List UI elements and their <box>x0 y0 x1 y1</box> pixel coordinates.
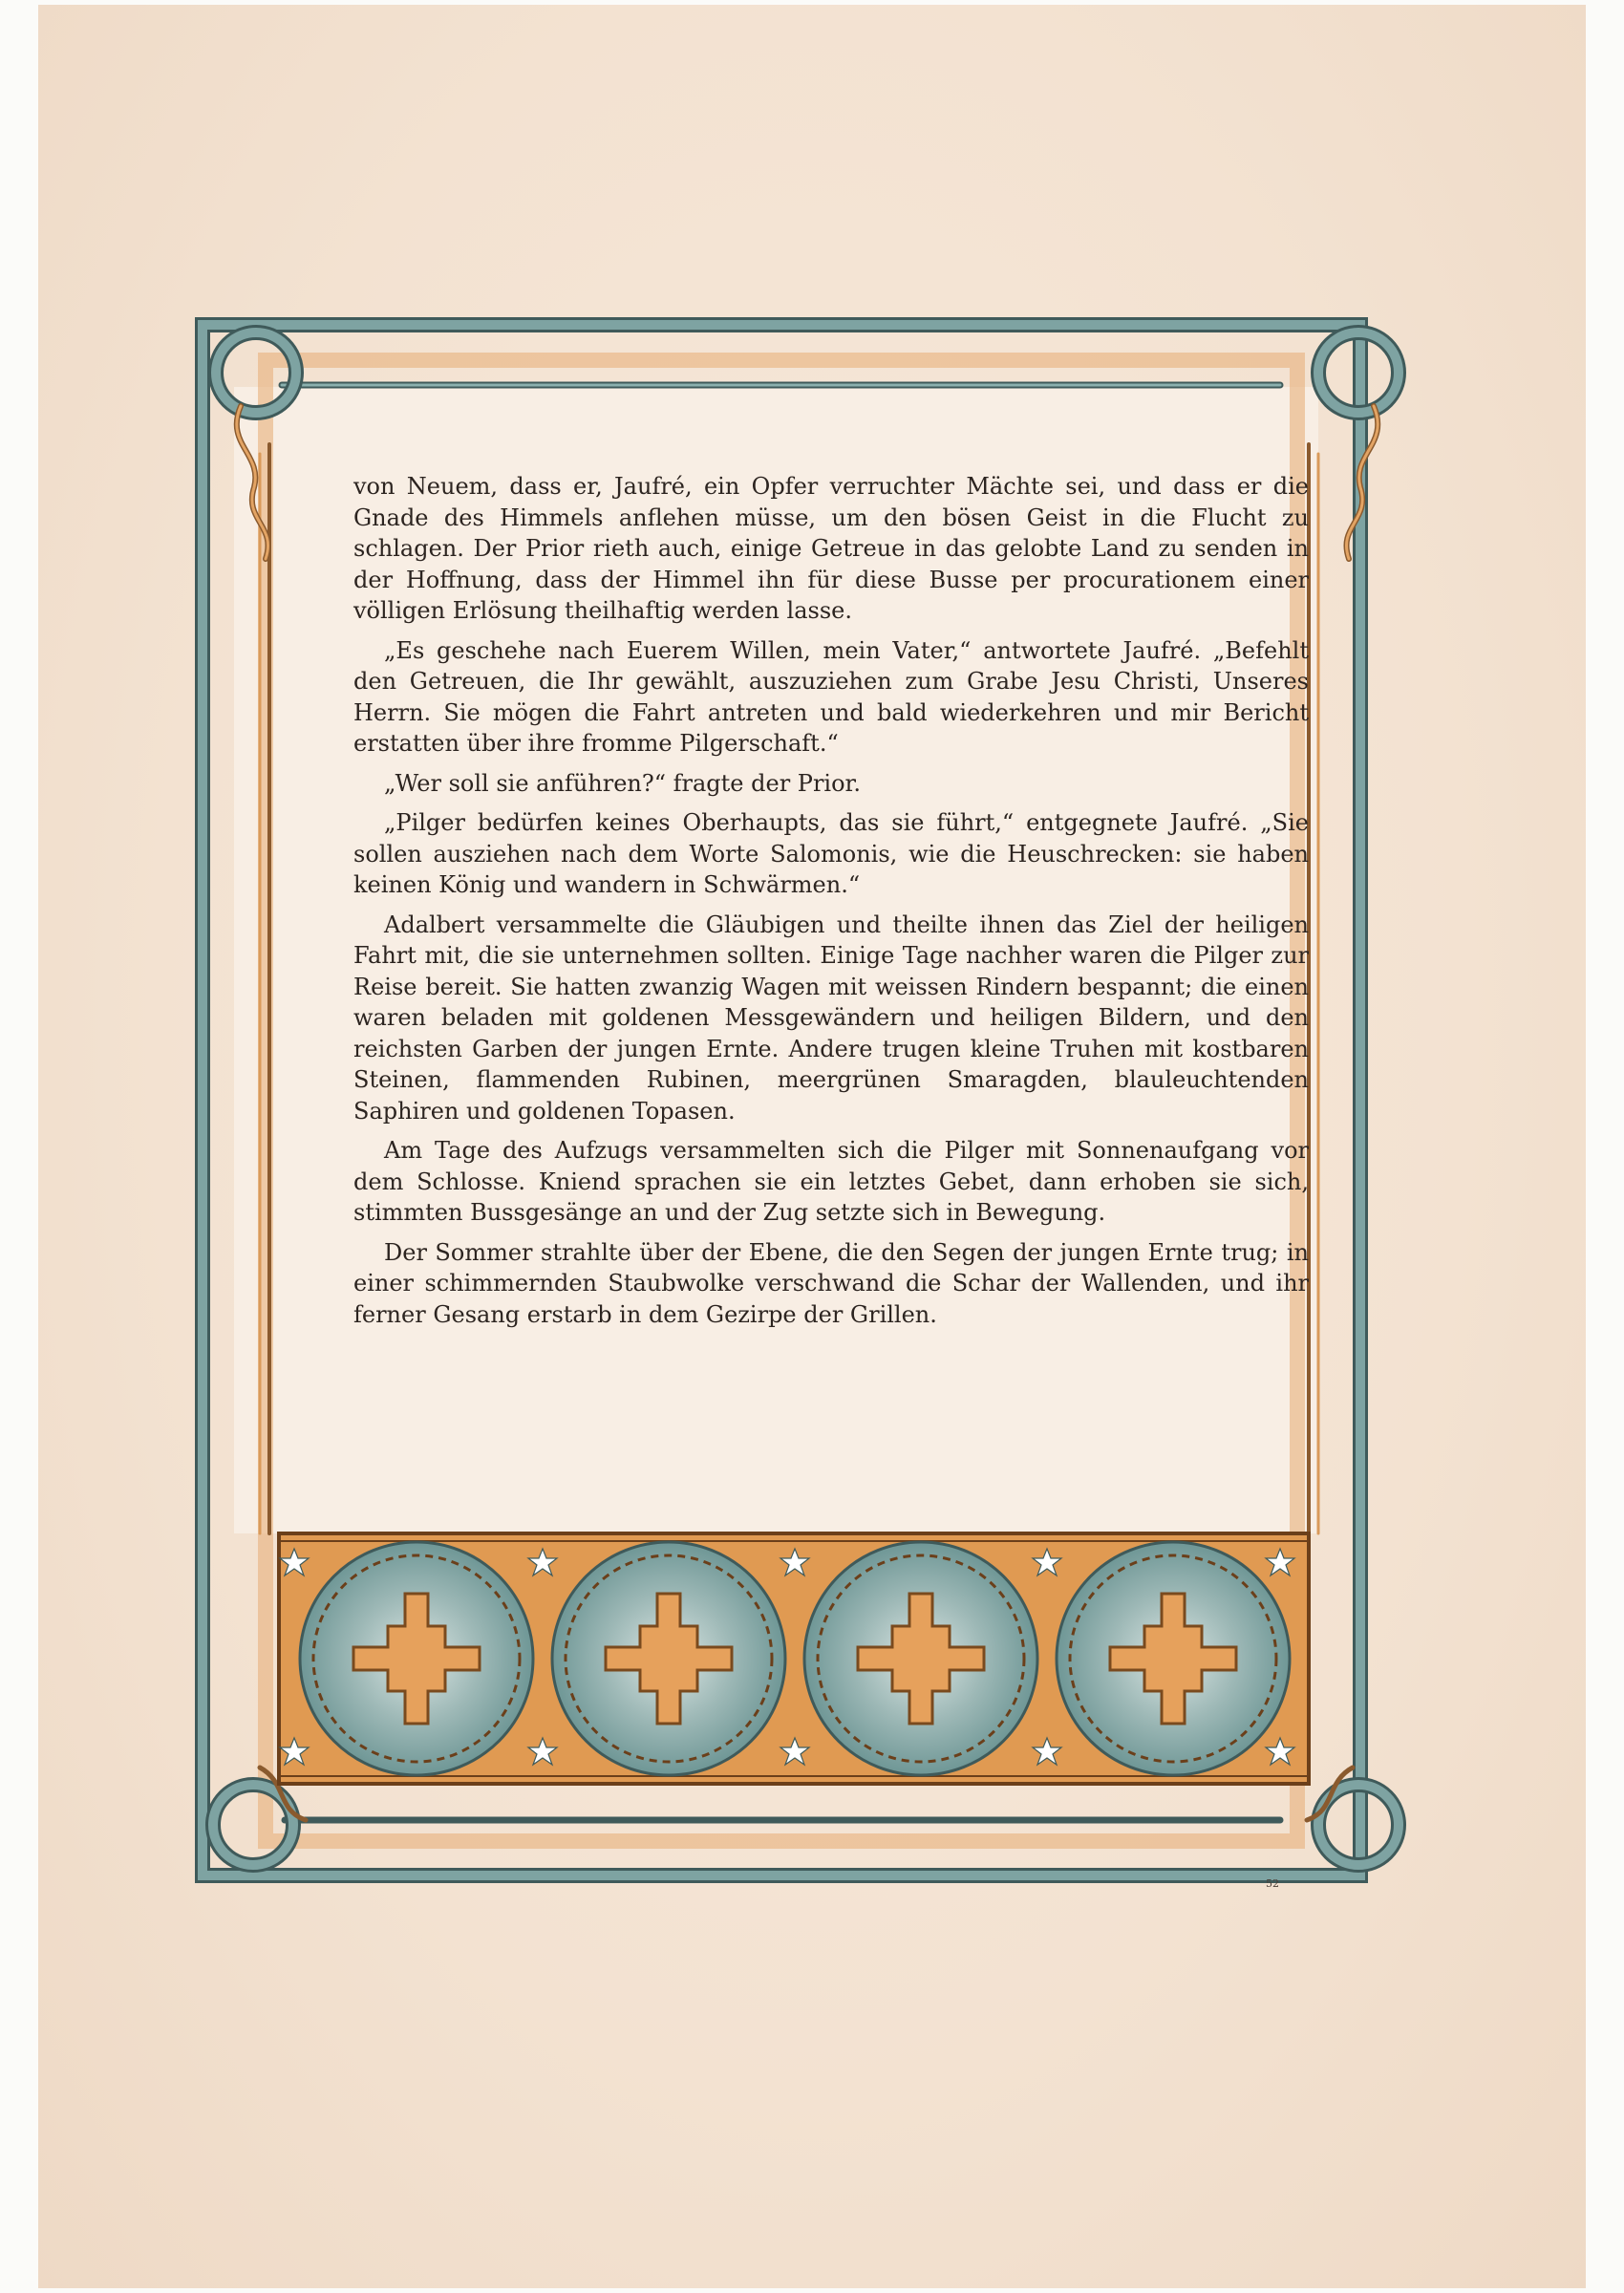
paragraph: Am Tage des Aufzugs versammelten sich die Pilger mit Sonnenaufgang vor dem Schlosse. Kniend sprachen sie ein letztes Gebet, dann erhoben sie sich, stimmten Bussgesänge an und der Zug setzte sich in Bewegung. <box>353 1137 1309 1226</box>
paragraph: „Es geschehe nach Euerem Willen, mein Vater,“ antwortete Jaufré. „Befehlt den Getreuen, die Ihr gewählt, auszuziehen zum Grabe Jesu Christi, Unseres Herrn. Sie mögen die Fahrt antreten und bald wiederkehren und mir Bericht erstatten über ihre fromme Pilgerschaft.“ <box>353 636 1309 757</box>
ornament-panel-2 <box>552 1542 785 1775</box>
cross-ornament-band <box>279 1533 1309 1784</box>
page-number: 52 <box>1266 1877 1279 1890</box>
paragraph: von Neuem, dass er, Jaufré, ein Opfer verruchter Mächte sei, und dass er die Gnade des Himmels anflehen müsse, um den bösen Geist in die Flucht zu schlagen. Der Prior rieth auch, einige Getreue in das gelobte Land zu senden in der Hoffnung, dass der Himmel ihn für diese Busse per procurationem einer völligen Erlösung theilhaftig werden lasse. <box>353 473 1309 624</box>
paragraph: „Wer soll sie anführen?“ fragte der Prior. <box>384 769 862 797</box>
ornament-panel-3 <box>804 1542 1037 1775</box>
paragraph: Der Sommer strahlte über der Ebene, die den Segen der jungen Ernte trug; in einer schimmernden Staubwolke verschwand die Schar der Wallenden, und ihr ferner Gesang erstarb in dem Gezirpe der Grillen. <box>353 1238 1309 1328</box>
ornament-panel-4 <box>1057 1542 1290 1775</box>
paper-sheet <box>38 5 1586 2288</box>
body-text <box>353 471 1309 1339</box>
paragraph: „Pilger bedürfen keines Oberhaupts, das sie führt,“ entgegnete Jaufré. „Sie sollen ausziehen nach dem Worte Salomonis, wie die Heuschrecken: sie haben keinen König und wandern in Schwärmen.“ <box>353 809 1309 898</box>
ornament-panel-1 <box>300 1542 533 1775</box>
paragraph: Adalbert versammelte die Gläubigen und theilte ihnen das Ziel der heiligen Fahrt mit, die sie unternehmen sollten. Einige Tage nachher waren die Pilger zur Reise bereit. Sie hatten zwanzig Wagen mit weissen Rindern bespannt; die einen waren beladen mit goldenen Messgewändern und heiligen Bildern, und den reichsten Garben der jungen Ernte. Andere trugen kleine Truhen mit kostbaren Steinen, flammenden Rubinen, meergrünen Smaragden, blauleuchtenden Saphiren und goldenen Topasen. <box>353 911 1309 1125</box>
